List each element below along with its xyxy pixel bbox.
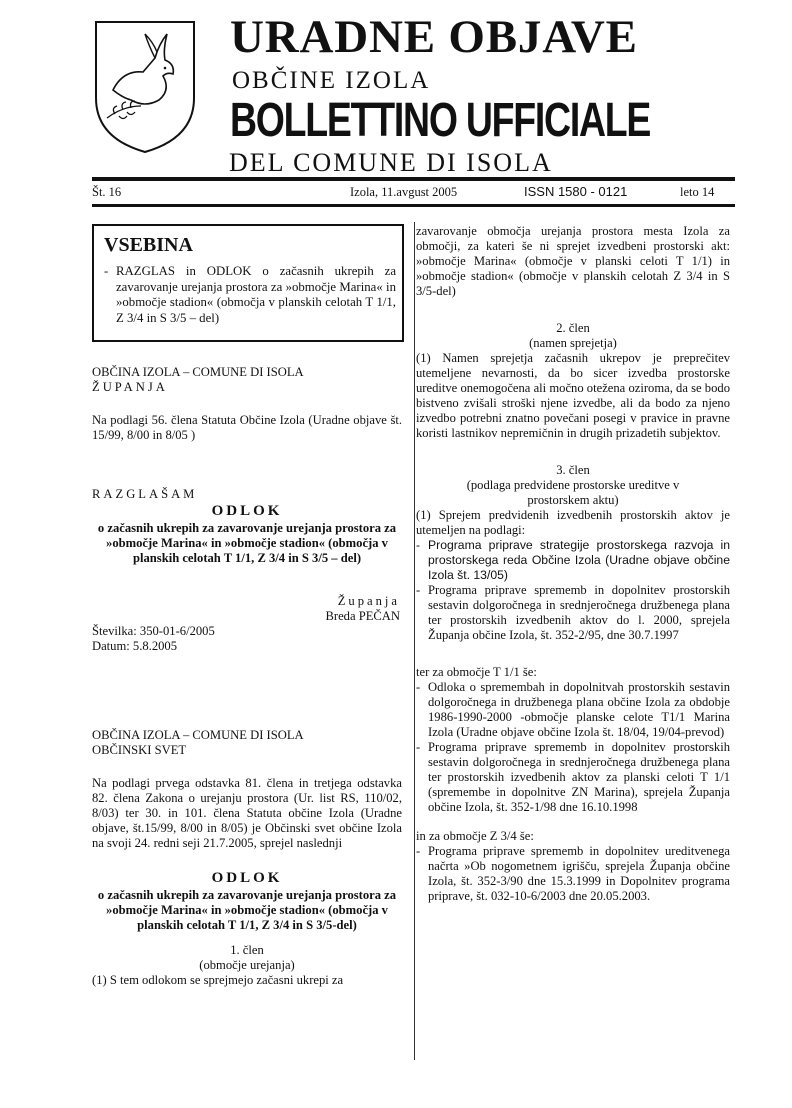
article-3-subheading: (podlaga predvidene prostorske ureditve v prostorskem aktu) xyxy=(466,478,680,507)
coat-of-arms-dove-icon xyxy=(93,20,197,154)
list-item: - Odloka o spremembah in dopolnitvah prostorskih sestavin dolgoročnega in družbenega plana občine Izola za obdobje 1986-1990-2000 -območje planske celote T1/1 Marina Izola (Uradne objave občine Izola št. 18/04, 19/04-prevod) xyxy=(416,680,730,740)
document-number: Številka: 350-01-6/2005 xyxy=(92,624,215,638)
mayor-name: Breda PEČAN xyxy=(325,609,400,623)
ordinance-title: o začasnih ukrepih za zavarovanje urejanja prostora za »območje Marina« in »območje stadion« (območja v planskih celotah T 1/1, Z 3/4 in S 3/5 – del) xyxy=(97,521,397,565)
header-rule-bottom xyxy=(92,204,735,207)
ordinance-heading-2: ODLOK xyxy=(211,870,283,886)
proclamation-label: RAZGLAŠAM xyxy=(92,487,198,501)
t11-intro: ter za območje T 1/1 še: xyxy=(416,665,537,679)
article-2-heading: 2. člen xyxy=(556,321,590,335)
legal-basis-paragraph: Na podlagi 56. člena Statuta Občine Izola (Uradne objave št. 15/99, 8/00 in 8/05 ) xyxy=(92,413,402,442)
article-1-subheading: (območje urejanja) xyxy=(199,958,295,972)
contents-title: VSEBINA xyxy=(104,234,193,256)
masthead-subtitle-italian: DEL COMUNE DI ISOLA xyxy=(229,148,553,177)
document-date: Datum: 5.8.2005 xyxy=(92,639,178,653)
council-legal-basis-paragraph: Na podlagi prvega odstavka 81. člena in tretjega odstavka 82. člena Zakona o urejanju prostora (Ur. list RS, 110/02, 8/03) ter 30. in 101. člena Statuta občine Izola (Uradne objave, št.15/99, 8/00 in 8/05) je Občinski svet občine Izola na svoji 24. redni seji 21.7.2005, sprejel naslednji xyxy=(92,776,402,850)
ordinance-heading: ODLOK xyxy=(211,503,283,519)
article-2-paragraph: (1) Namen sprejetja začasnih ukrepov je preprečitev utemeljene nevarnosti, da bo sicer izvedba prostorske ureditve onemogočena ali močno otežena oziroma, da se bodo bistveno zvišali stroški njene izvedbe, ali da bodo za njeno izvedbo potrebni znatno povečani posegi v pravice in pravne koristi lastnikov nepremičnin in drugih prizadetih subjektov. xyxy=(416,351,730,440)
article-1-heading: 1. člen xyxy=(230,943,264,957)
right-column xyxy=(416,224,730,904)
article-3-paragraph: (1) Sprejem predvidenih izvedbenih prostorskih aktov je utemeljen na podlagi: xyxy=(416,508,730,537)
issue-issn: ISSN 1580 - 0121 xyxy=(524,184,628,199)
z34-intro: in za območje Z 3/4 še: xyxy=(416,829,534,843)
article-2-subheading: (namen sprejetja) xyxy=(529,336,617,350)
authority-subheading: ŽUPANJA xyxy=(92,380,168,394)
left-column xyxy=(92,365,402,988)
article-1-paragraph: (1) S tem odlokom se sprejmejo začasni ukrepi za xyxy=(92,973,344,987)
issue-place-date: Izola, 11.avgust 2005 xyxy=(350,185,458,199)
article-3-heading: 3. člen xyxy=(556,463,590,477)
masthead-title-italian: BOLLETTINO UFFICIALE xyxy=(230,94,651,147)
masthead-title-slovene: URADNE OBJAVE xyxy=(230,11,638,63)
council-heading: OBČINA IZOLA – COMUNE DI ISOLA xyxy=(92,728,304,742)
list-item: - Programa priprave sprememb in dopolnitev ureditvenega načrta »Ob nogometnem igrišču, sprejela Županja občine Izola, št. 352-3/90 dne 15.3.1999 in Dopolnitev programa priprave, št. 032-10-6/2003 dne 20.05.2003. xyxy=(416,844,730,904)
list-item: - Programa priprave sprememb in dopolnitev prostorskih sestavin dolgoročnega in srednjeročnega družbenega plana ter prostorskih izvedbenih aktov do l. 2000, sprejela Županja občine Izola, št. 352-2/95, dne 30.7.1997 xyxy=(416,583,730,643)
column-divider xyxy=(414,222,415,1060)
contents-item: - RAZGLAS in ODLOK o začasnih ukrepih za zavarovanje urejanja prostora za »območje Marina« in »območje stadion« (območja v planskih celotah T 1/1, Z 3/4 in S 3/5 – del) xyxy=(104,264,396,326)
article-1-continuation: zavarovanje območja urejanja prostora mesta Izola za območji, za kateri še ni sprejet izvedbeni prostorski akt: »območje Marina« (območje v planski celoti T 1/1) in »območje stadion« (območje v planskih celotah Z 3/4 in S 3/5-del) xyxy=(416,224,730,298)
list-item: - Programa priprave strategije prostorskega razvoja in prostorskega reda Občine Izola (Uradne objave občine Izola št. 13/05) xyxy=(416,538,730,583)
mayor-title: Županja xyxy=(337,594,400,608)
authority-heading: OBČINA IZOLA – COMUNE DI ISOLA xyxy=(92,365,304,379)
contents-box xyxy=(92,224,404,342)
issue-number: Št. 16 xyxy=(92,185,122,199)
ordinance-title-2: o začasnih ukrepih za zavarovanje urejanja prostora za »območje Marina« in »območje stadion« (območja v planskih celotah T 1/1, Z 3/4 in S 3/5-del) xyxy=(97,888,397,932)
issue-year: leto 14 xyxy=(680,185,715,199)
list-item: - Programa priprave sprememb in dopolnitev prostorskih sestavin dolgoročnega in srednjeročnega družbenega plana ter prostorskih izvedbenih aktov za planski celoti T 1/1 (spremembe in dopolnitve ZN Marina), sprejela Županja občine Izola, št. 352-1/98 dne 16.10.1998 xyxy=(416,740,730,815)
masthead-subtitle-slovene: OBČINE IZOLA xyxy=(232,67,431,94)
header-rule-top xyxy=(92,177,735,181)
council-subheading: OBČINSKI SVET xyxy=(92,743,187,757)
